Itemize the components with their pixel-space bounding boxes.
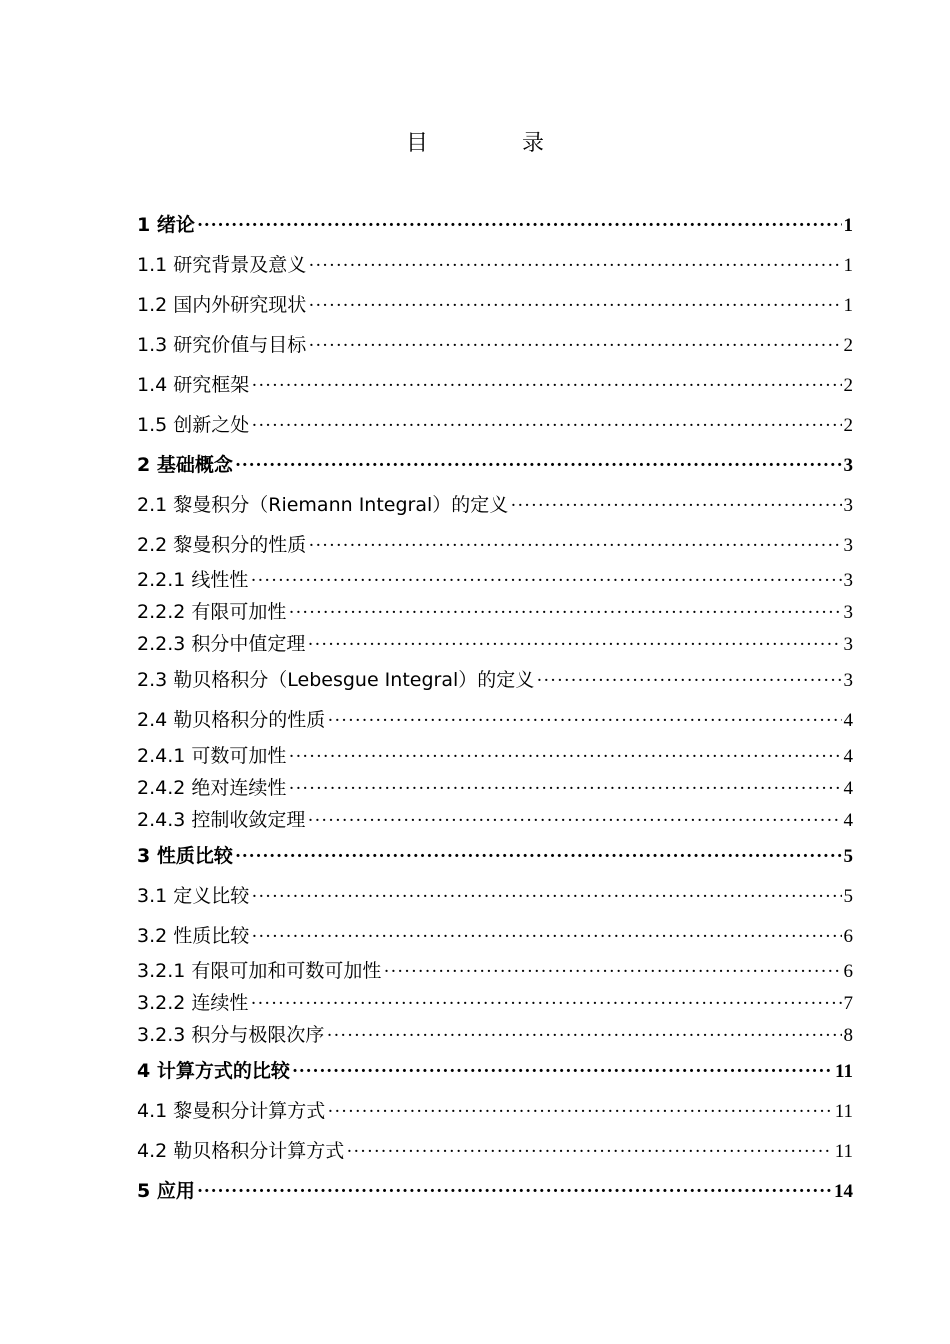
toc-entry-label: 2.4.2 绝对连续性 bbox=[137, 777, 287, 799]
toc-entry-page: 6 bbox=[843, 961, 853, 982]
toc-entry-page: 5 bbox=[843, 886, 853, 907]
toc-entry-3-2-2[interactable] bbox=[137, 990, 853, 1016]
toc-entry-label: 2.4.1 可数可加性 bbox=[137, 745, 287, 767]
toc-entry-1-5[interactable] bbox=[137, 412, 853, 438]
toc-entry-3-2-1[interactable] bbox=[137, 958, 853, 984]
toc-entry-label: 2.1 黎曼积分（Riemann Integral）的定义 bbox=[137, 494, 509, 516]
toc-entry-page: 3 bbox=[843, 602, 853, 623]
dot-leader bbox=[308, 253, 841, 279]
dot-leader bbox=[307, 808, 841, 834]
dot-leader bbox=[308, 533, 841, 559]
toc-entry-page: 2 bbox=[843, 415, 853, 436]
toc-entry-label: 2.4.3 控制收敛定理 bbox=[137, 809, 306, 831]
toc-entry-3-1[interactable] bbox=[137, 883, 853, 909]
toc-entry-label: 5 应用 bbox=[137, 1180, 195, 1202]
toc-entry-label: 3 性质比较 bbox=[137, 845, 233, 867]
toc-title bbox=[0, 126, 950, 157]
toc-entry-2-2-2[interactable] bbox=[137, 599, 853, 625]
dot-leader bbox=[288, 600, 841, 626]
toc-entry-1-4[interactable] bbox=[137, 372, 853, 398]
toc-entry-label: 2.2.2 有限可加性 bbox=[137, 601, 287, 623]
dot-leader bbox=[327, 1099, 832, 1125]
dot-leader bbox=[308, 293, 841, 319]
toc-entry-label: 4 计算方式的比较 bbox=[137, 1060, 290, 1082]
toc-entry-2-2-3[interactable] bbox=[137, 631, 853, 657]
dot-leader bbox=[251, 413, 841, 439]
toc-entry-page: 2 bbox=[843, 375, 853, 396]
toc-entry-3-2[interactable] bbox=[137, 923, 853, 949]
dot-leader bbox=[251, 924, 841, 950]
dot-leader bbox=[383, 959, 841, 985]
toc-entry-page: 7 bbox=[843, 993, 853, 1014]
toc-entry-label: 2.3 勒贝格积分（Lebesgue Integral）的定义 bbox=[137, 669, 535, 691]
dot-leader bbox=[346, 1139, 832, 1165]
dot-leader bbox=[250, 991, 841, 1017]
toc-entry-label: 2 基础概念 bbox=[137, 454, 233, 476]
dot-leader bbox=[288, 776, 841, 802]
dot-leader bbox=[197, 213, 842, 239]
dot-leader bbox=[536, 668, 841, 694]
toc-title-part2: 录 bbox=[522, 131, 545, 156]
dot-leader bbox=[327, 708, 841, 734]
toc-entry-page: 14 bbox=[834, 1181, 853, 1202]
toc-entry-label: 3.2.3 积分与极限次序 bbox=[137, 1024, 325, 1046]
dot-leader bbox=[307, 632, 841, 658]
toc-entry-page: 3 bbox=[843, 495, 853, 516]
toc-entry-label: 3.2 性质比较 bbox=[137, 925, 250, 947]
toc-entry-label: 2.2.3 积分中值定理 bbox=[137, 633, 306, 655]
toc-entry-4-2[interactable] bbox=[137, 1138, 853, 1164]
toc-entry-3-2-3[interactable] bbox=[137, 1022, 853, 1048]
toc-entry-label: 1.5 创新之处 bbox=[137, 414, 250, 436]
toc-entry-label: 4.2 勒贝格积分计算方式 bbox=[137, 1140, 345, 1162]
toc-entry-label: 2.2 黎曼积分的性质 bbox=[137, 534, 307, 556]
toc-entry-label: 2.2.1 线性性 bbox=[137, 569, 249, 591]
dot-leader bbox=[235, 453, 842, 479]
toc-entry-chapter-5[interactable] bbox=[137, 1178, 853, 1204]
toc-entry-label: 1.1 研究背景及意义 bbox=[137, 254, 307, 276]
toc-entry-chapter-3[interactable] bbox=[137, 843, 853, 869]
toc-entry-page: 1 bbox=[843, 215, 853, 236]
toc-entry-label: 3.1 定义比较 bbox=[137, 885, 250, 907]
toc-entry-page: 2 bbox=[843, 335, 853, 356]
dot-leader bbox=[288, 744, 841, 770]
toc-entry-4-1[interactable] bbox=[137, 1098, 853, 1124]
toc-entry-chapter-4[interactable] bbox=[137, 1058, 853, 1084]
toc-entry-label: 1.3 研究价值与目标 bbox=[137, 334, 307, 356]
toc-entry-page: 3 bbox=[843, 570, 853, 591]
toc-entry-page: 11 bbox=[834, 1141, 853, 1162]
toc-entry-2-4-1[interactable] bbox=[137, 743, 853, 769]
toc-entry-page: 4 bbox=[843, 710, 853, 731]
toc-entry-page: 8 bbox=[843, 1025, 853, 1046]
toc-entry-1-3[interactable] bbox=[137, 332, 853, 358]
toc-entry-label: 4.1 黎曼积分计算方式 bbox=[137, 1100, 326, 1122]
dot-leader bbox=[197, 1179, 832, 1205]
toc-entry-page: 3 bbox=[843, 535, 853, 556]
dot-leader bbox=[235, 844, 842, 870]
dot-leader bbox=[510, 493, 841, 519]
toc-entry-label: 1.4 研究框架 bbox=[137, 374, 250, 396]
toc-entry-page: 5 bbox=[843, 846, 853, 867]
dot-leader bbox=[250, 568, 841, 594]
toc-title-part1: 目 bbox=[405, 131, 428, 156]
toc-entry-page: 1 bbox=[843, 295, 853, 316]
dot-leader bbox=[326, 1023, 841, 1049]
dot-leader bbox=[292, 1059, 833, 1085]
toc-entry-page: 3 bbox=[843, 634, 853, 655]
dot-leader bbox=[251, 373, 841, 399]
toc-entry-page: 4 bbox=[843, 746, 853, 767]
toc-entry-1-2[interactable] bbox=[137, 292, 853, 318]
toc-entry-page: 6 bbox=[843, 926, 853, 947]
toc-entry-page: 4 bbox=[843, 810, 853, 831]
toc-entry-page: 1 bbox=[843, 255, 853, 276]
toc-entry-2-4-2[interactable] bbox=[137, 775, 853, 801]
dot-leader bbox=[251, 884, 841, 910]
toc-entry-2-3[interactable] bbox=[137, 667, 853, 693]
toc-entry-1-1[interactable] bbox=[137, 252, 853, 278]
toc-entry-chapter-1[interactable] bbox=[137, 212, 853, 238]
toc-entry-2-2-1[interactable] bbox=[137, 567, 853, 593]
toc-entry-2-1[interactable] bbox=[137, 492, 853, 518]
toc-entry-label: 3.2.1 有限可加和可数可加性 bbox=[137, 960, 382, 982]
toc-entry-2-4-3[interactable] bbox=[137, 807, 853, 833]
toc-entry-page: 11 bbox=[835, 1061, 853, 1082]
toc-entry-label: 3.2.2 连续性 bbox=[137, 992, 249, 1014]
toc-entry-page: 3 bbox=[843, 455, 853, 476]
toc-entry-page: 4 bbox=[843, 778, 853, 799]
toc-entry-2-4[interactable] bbox=[137, 707, 853, 733]
toc-entry-label: 2.4 勒贝格积分的性质 bbox=[137, 709, 326, 731]
toc-entry-label: 1 绪论 bbox=[137, 214, 195, 236]
toc-entry-page: 11 bbox=[834, 1101, 853, 1122]
dot-leader bbox=[308, 333, 841, 359]
toc-entry-page: 3 bbox=[843, 670, 853, 691]
toc-entry-2-2[interactable] bbox=[137, 532, 853, 558]
toc-entry-chapter-2[interactable] bbox=[137, 452, 853, 478]
toc-entry-label: 1.2 国内外研究现状 bbox=[137, 294, 307, 316]
